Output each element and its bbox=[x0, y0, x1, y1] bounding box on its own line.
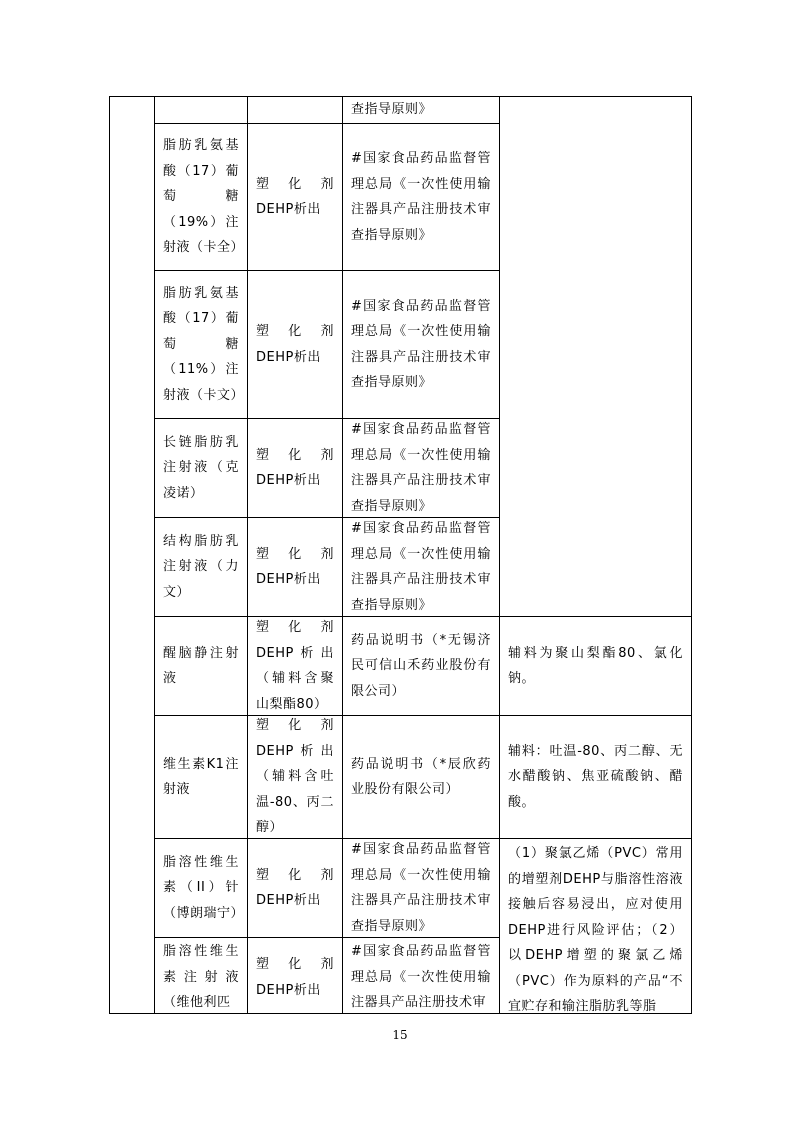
table-cell: 长链脂肪乳注射液（克凌诺） bbox=[155, 419, 248, 518]
table-cell: 脂肪乳氨基酸（17）葡萄糖（19%）注射液（卡全） bbox=[155, 124, 248, 271]
table-cell: 辅料：吐温-80、丙二醇、无水醋酸钠、焦亚硫酸钠、醋酸。 bbox=[500, 716, 692, 839]
table-cell: 药品说明书（*无锡济民可信山禾药业股份有限公司） bbox=[343, 617, 500, 716]
table-cell: 醒脑静注射液 bbox=[155, 617, 248, 716]
table-cell: #国家食品药品监督管理总局《一次性使用输注器具产品注册技术审查指导原则》 bbox=[343, 124, 500, 271]
table-cell: #国家食品药品监督管理总局《一次性使用输注器具产品注册技术审查指导原则》 bbox=[343, 839, 500, 938]
table-cell: 维生素K1注射液 bbox=[155, 716, 248, 839]
drug-compatibility-table bbox=[109, 96, 692, 1014]
table-cell: #国家食品药品监督管理总局《一次性使用输注器具产品注册技术审查指导原则》 bbox=[343, 419, 500, 518]
table-cell: 塑化剂DEHP析出 bbox=[248, 839, 343, 938]
table-cell bbox=[155, 97, 248, 124]
table-cell: #国家食品药品监督管理总局《一次性使用输注器具产品注册技术审查指导原则》 bbox=[343, 271, 500, 419]
table-cell: 辅料为聚山梨酯80、氯化钠。 bbox=[500, 617, 692, 716]
table-cell: 脂肪乳氨基酸（17）葡萄糖（11%）注射液（卡文） bbox=[155, 271, 248, 419]
table-cell: 脂溶性维生素（II）针（博朗瑞宁） bbox=[155, 839, 248, 938]
table-cell: #国家食品药品监督管理总局《一次性使用输注器具产品注册技术审查指导原则》 bbox=[343, 518, 500, 617]
category-column bbox=[110, 97, 155, 1014]
table-cell: #国家食品药品监督管理总局《一次性使用输注器具产品注册技术审 bbox=[343, 938, 500, 1014]
table-cell bbox=[500, 97, 692, 617]
page-number: 15 bbox=[392, 1028, 408, 1042]
table-cell: 查指导原则》 bbox=[343, 97, 500, 124]
table-cell: 结构脂肪乳注射液（力文） bbox=[155, 518, 248, 617]
table-cell: 塑化剂DEHP析出（辅料含聚山梨酯80） bbox=[248, 617, 343, 716]
table-cell: 塑化剂DEHP析出 bbox=[248, 419, 343, 518]
table-cell: 药品说明书（*辰欣药业股份有限公司） bbox=[343, 716, 500, 839]
table-cell: 塑化剂DEHP析出 bbox=[248, 518, 343, 617]
table-cell: 塑化剂DEHP析出 bbox=[248, 938, 343, 1014]
table-cell bbox=[248, 97, 343, 124]
table-cell: （1）聚氯乙烯（PVC）常用的增塑剂DEHP与脂溶性溶液接触后容易浸出，应对使用DEHP进行风险评估；（2）以DEHP增塑的聚氯乙烯（PVC）作为原料的产品“不宜贮存和输注脂肪乳等脂 bbox=[500, 839, 692, 1014]
table-cell: 塑化剂DEHP析出（辅料含吐温-80、丙二醇） bbox=[248, 716, 343, 839]
table-cell: 脂溶性维生素注射液（维他利匹 bbox=[155, 938, 248, 1014]
table-cell: 塑化剂DEHP析出 bbox=[248, 124, 343, 271]
table-cell: 塑化剂DEHP析出 bbox=[248, 271, 343, 419]
